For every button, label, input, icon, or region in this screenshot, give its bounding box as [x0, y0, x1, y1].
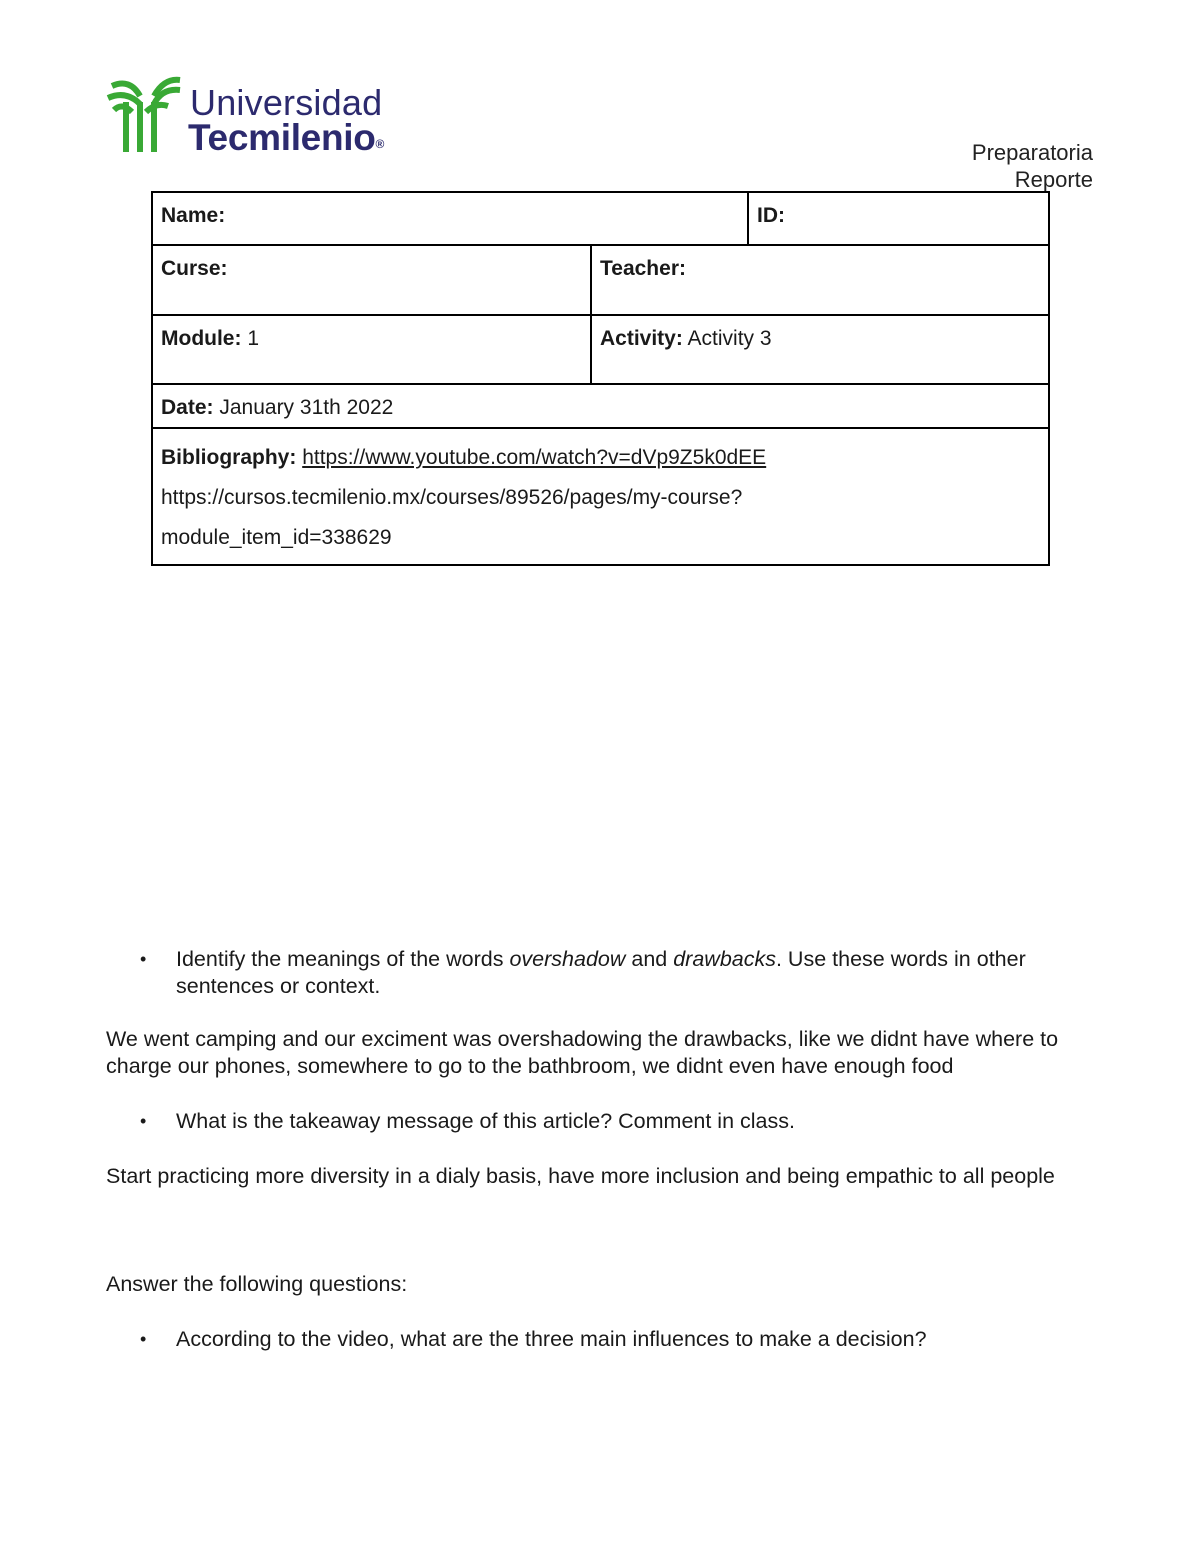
- activity-label: Activity:: [600, 327, 683, 350]
- bibliography-course-url-line1: https://cursos.tecmilenio.mx/courses/89526/pages/my-course?: [161, 486, 743, 509]
- header-reporte: Reporte: [1014, 167, 1093, 192]
- document-body: [106, 946, 1091, 1353]
- bibliography-cell[interactable]: [152, 428, 1049, 565]
- question-1: [106, 946, 1091, 1000]
- id-cell[interactable]: [748, 192, 1049, 245]
- name-cell[interactable]: [152, 192, 748, 245]
- teacher-cell[interactable]: [591, 245, 1049, 315]
- module-label: Module:: [161, 327, 242, 350]
- teacher-label: Teacher:: [600, 257, 686, 280]
- answer-1: We went camping and our exciment was overshadowing the drawbacks, like we didnt have where to charge our phones, somewhere to go to the bathbroom, we didnt even have enough food: [106, 1027, 1059, 1078]
- logo-text-tecmilenio: Tecmilenio®: [188, 117, 385, 158]
- answer-2: Start practicing more diversity in a dialy basis, have more inclusion and being empathic to all people: [106, 1164, 1055, 1188]
- question-2: [106, 1108, 1091, 1135]
- module-cell[interactable]: [152, 315, 591, 384]
- question-1-text-b: and: [625, 947, 674, 971]
- question-3-text: According to the video, what are the three main influences to make a decision?: [176, 1327, 927, 1351]
- instructions: Answer the following questions:: [106, 1272, 408, 1296]
- question-3: [106, 1326, 1091, 1353]
- date-value[interactable]: January 31th 2022: [213, 396, 394, 419]
- bullet-icon: •: [140, 1111, 147, 1131]
- date-label: Date:: [161, 396, 214, 419]
- bullet-icon: •: [140, 1329, 147, 1349]
- course-label: Curse:: [161, 257, 228, 280]
- logo-text-universidad: Universidad: [190, 82, 383, 123]
- activity-cell[interactable]: [591, 315, 1049, 384]
- id-label: ID:: [757, 204, 786, 227]
- name-label: Name:: [161, 204, 226, 227]
- header-preparatoria: Preparatoria: [971, 140, 1093, 165]
- university-logo: [106, 76, 396, 158]
- bibliography-youtube-link[interactable]: https://www.youtube.com/watch?v=dVp9Z5k0dEE: [302, 446, 767, 469]
- question-1-word-overshadow: overshadow: [509, 947, 626, 971]
- bibliography-course-url-line2: module_item_id=338629: [161, 526, 392, 549]
- bibliography-label: Bibliography:: [161, 446, 297, 469]
- activity-value[interactable]: Activity 3: [682, 327, 772, 350]
- question-1-word-drawbacks: drawbacks: [673, 947, 776, 971]
- tecmilenio-emblem-icon: [106, 76, 182, 156]
- question-1-text-c: . Use these words in other sentences or context.: [176, 947, 1026, 998]
- date-cell[interactable]: [152, 384, 1049, 428]
- question-2-text: What is the takeaway message of this article? Comment in class.: [176, 1109, 795, 1133]
- bullet-icon: •: [140, 949, 147, 969]
- student-info-table: [151, 191, 1050, 566]
- module-value[interactable]: 1: [241, 327, 259, 350]
- document-type: [972, 139, 1093, 193]
- course-cell[interactable]: [152, 245, 591, 315]
- question-1-text-a: Identify the meanings of the words: [176, 947, 510, 971]
